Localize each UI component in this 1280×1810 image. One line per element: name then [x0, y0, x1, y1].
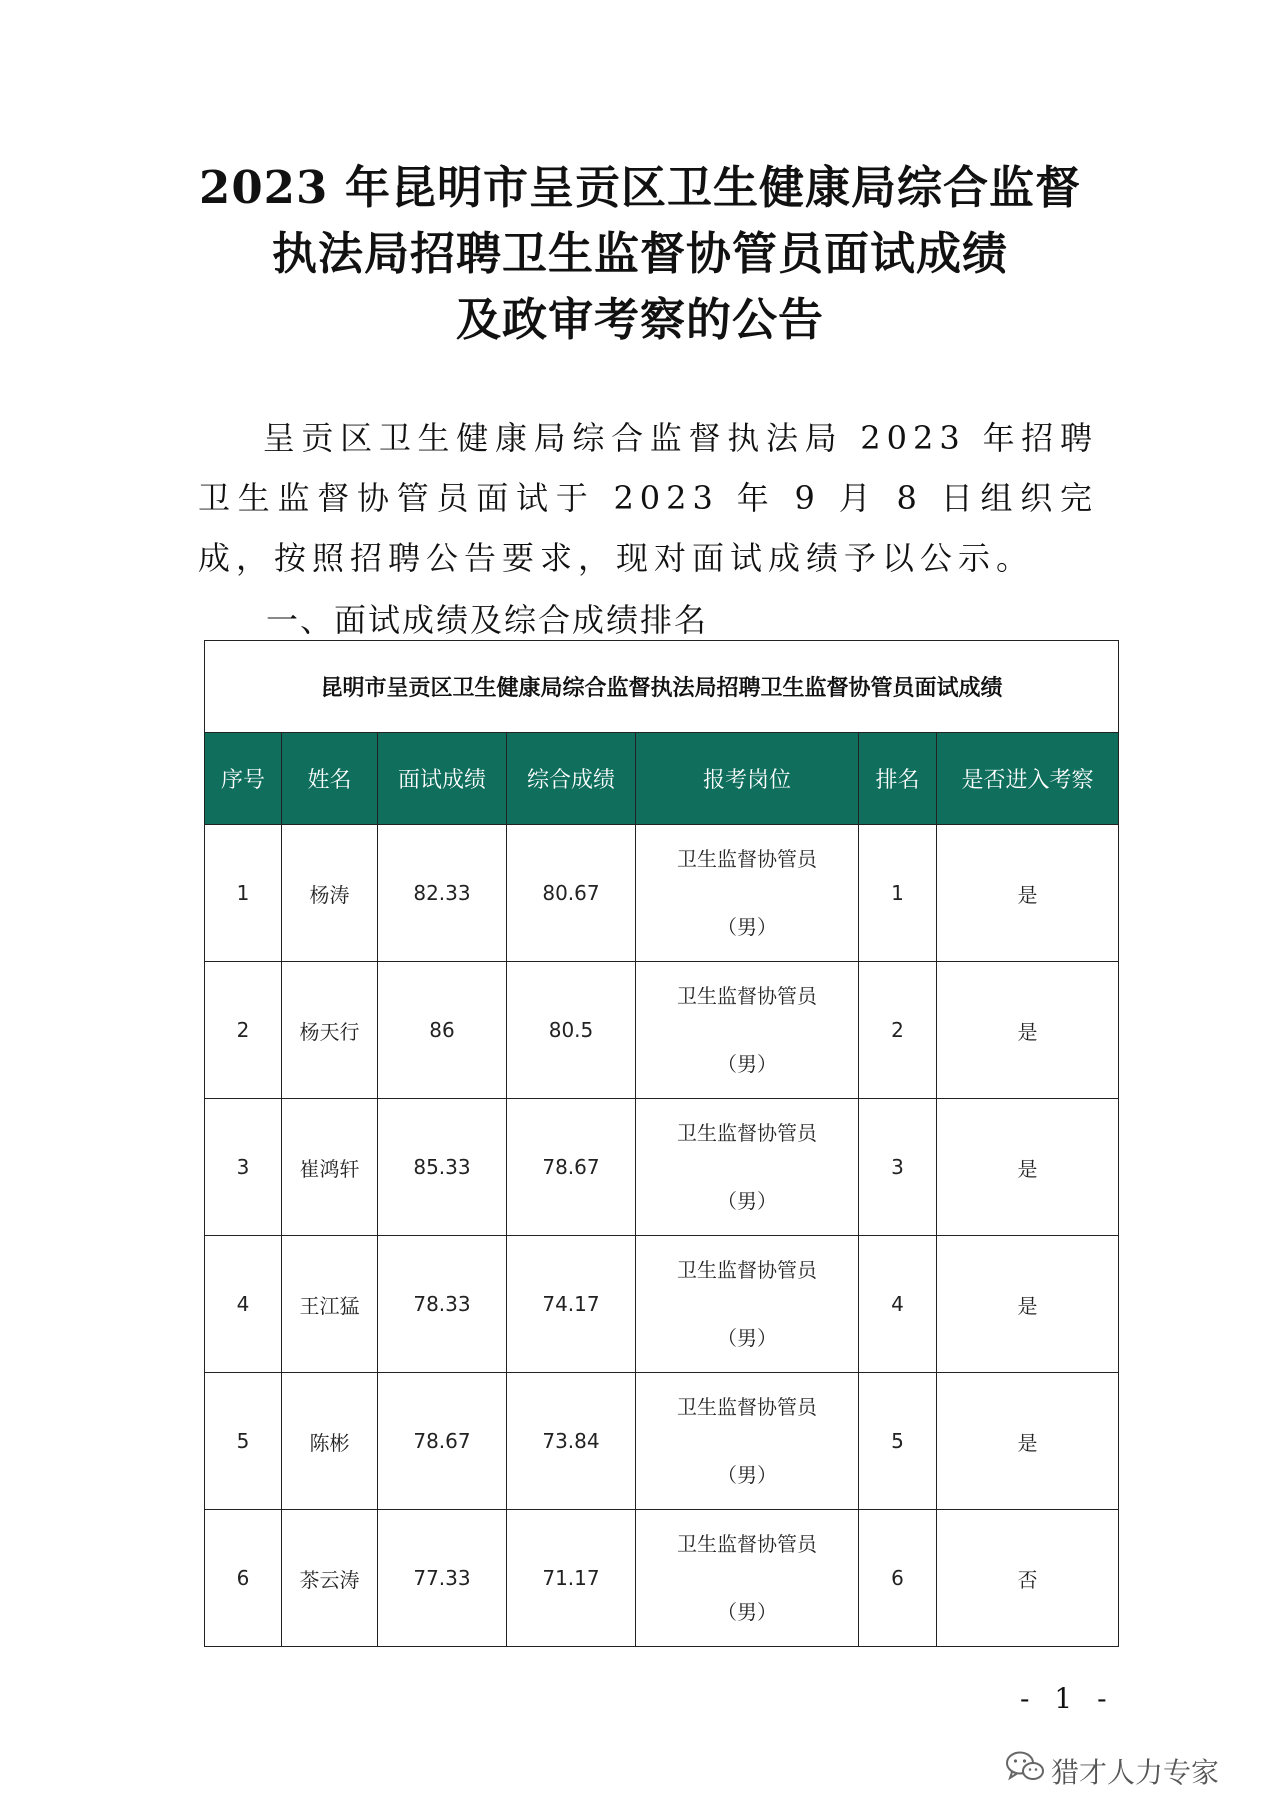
cell-no: 5: [205, 1373, 282, 1510]
cell-interview-score: 85.33: [378, 1099, 507, 1236]
cell-name: 茶云涛: [282, 1510, 378, 1647]
cell-total-score: 78.67: [507, 1099, 636, 1236]
intro-paragraph-text: 呈贡区卫生健康局综合监督执法局 2023 年招聘卫生监督协管员面试于 2023 年 9 月 8 日组织完成，按照招聘公告要求，现对面试成绩予以公示。: [198, 419, 1098, 577]
cell-position: [636, 1373, 859, 1510]
header-no: 序号: [205, 733, 282, 825]
cell-position: [636, 1510, 859, 1647]
header-interview-score: 面试成绩: [378, 733, 507, 825]
table-row: [205, 962, 1119, 1099]
cell-name: 陈彬: [282, 1373, 378, 1510]
cell-inspection: 是: [937, 1099, 1119, 1236]
header-rank: 排名: [859, 733, 937, 825]
table-row: [205, 1236, 1119, 1373]
cell-no: 2: [205, 962, 282, 1099]
cell-position: [636, 1099, 859, 1236]
position-gender: （男）: [717, 1189, 777, 1213]
cell-inspection: 否: [937, 1510, 1119, 1647]
watermark-text: 猎才人力专家: [1051, 1755, 1220, 1789]
table-header-row: [205, 733, 1119, 825]
cell-total-score: 73.84: [507, 1373, 636, 1510]
table-row: [205, 1099, 1119, 1236]
cell-no: 3: [205, 1099, 282, 1236]
cell-total-score: 71.17: [507, 1510, 636, 1647]
cell-name: 崔鸿轩: [282, 1099, 378, 1236]
table-caption: 昆明市呈贡区卫生健康局综合监督执法局招聘卫生监督协管员面试成绩: [205, 641, 1119, 733]
cell-total-score: 80.5: [507, 962, 636, 1099]
position-title: 卫生监督协管员: [677, 1395, 817, 1419]
cell-rank: 1: [859, 825, 937, 962]
position-gender: （男）: [717, 1600, 777, 1624]
position-title: 卫生监督协管员: [677, 1121, 817, 1145]
cell-inspection: 是: [937, 1373, 1119, 1510]
title-line-2: 执法局招聘卫生监督协管员面试成绩: [271, 227, 1008, 280]
table-row: [205, 1510, 1119, 1647]
cell-name: 杨涛: [282, 825, 378, 962]
position-gender: （男）: [717, 915, 777, 939]
header-inspection: 是否进入考察: [937, 733, 1119, 825]
title-line-1: 2023 年昆明市呈贡区卫生健康局综合监督: [199, 161, 1081, 214]
cell-position: [636, 962, 859, 1099]
cell-rank: 6: [859, 1510, 937, 1647]
document-title: [0, 155, 1280, 353]
cell-position: [636, 1236, 859, 1373]
position-gender: （男）: [717, 1463, 777, 1487]
cell-name: 王江猛: [282, 1236, 378, 1373]
cell-rank: 2: [859, 962, 937, 1099]
watermark: [1005, 1750, 1219, 1791]
cell-no: 4: [205, 1236, 282, 1373]
cell-no: 1: [205, 825, 282, 962]
cell-inspection: 是: [937, 962, 1119, 1099]
cell-rank: 3: [859, 1099, 937, 1236]
cell-interview-score: 78.67: [378, 1373, 507, 1510]
cell-interview-score: 86: [378, 962, 507, 1099]
cell-interview-score: 77.33: [378, 1510, 507, 1647]
position-title: 卫生监督协管员: [677, 847, 817, 871]
position-title: 卫生监督协管员: [677, 1532, 817, 1556]
wechat-icon: [1005, 1750, 1045, 1791]
page-number: - 1 -: [1020, 1682, 1115, 1715]
cell-inspection: 是: [937, 1236, 1119, 1373]
position-title: 卫生监督协管员: [677, 1258, 817, 1282]
intro-paragraph: [198, 408, 1098, 588]
position-title: 卫生监督协管员: [677, 984, 817, 1008]
cell-name: 杨天行: [282, 962, 378, 1099]
cell-inspection: 是: [937, 825, 1119, 962]
scores-table: [204, 640, 1119, 1647]
section-heading: 一、面试成绩及综合成绩排名: [266, 601, 709, 639]
cell-rank: 5: [859, 1373, 937, 1510]
cell-total-score: 74.17: [507, 1236, 636, 1373]
title-line-3: 及政审考察的公告: [455, 293, 824, 346]
cell-position: [636, 825, 859, 962]
position-gender: （男）: [717, 1326, 777, 1350]
header-position: 报考岗位: [636, 733, 859, 825]
cell-rank: 4: [859, 1236, 937, 1373]
cell-interview-score: 82.33: [378, 825, 507, 962]
header-total-score: 综合成绩: [507, 733, 636, 825]
header-name: 姓名: [282, 733, 378, 825]
position-gender: （男）: [717, 1052, 777, 1076]
table-row: [205, 825, 1119, 962]
table-row: [205, 1373, 1119, 1510]
cell-no: 6: [205, 1510, 282, 1647]
cell-interview-score: 78.33: [378, 1236, 507, 1373]
cell-total-score: 80.67: [507, 825, 636, 962]
